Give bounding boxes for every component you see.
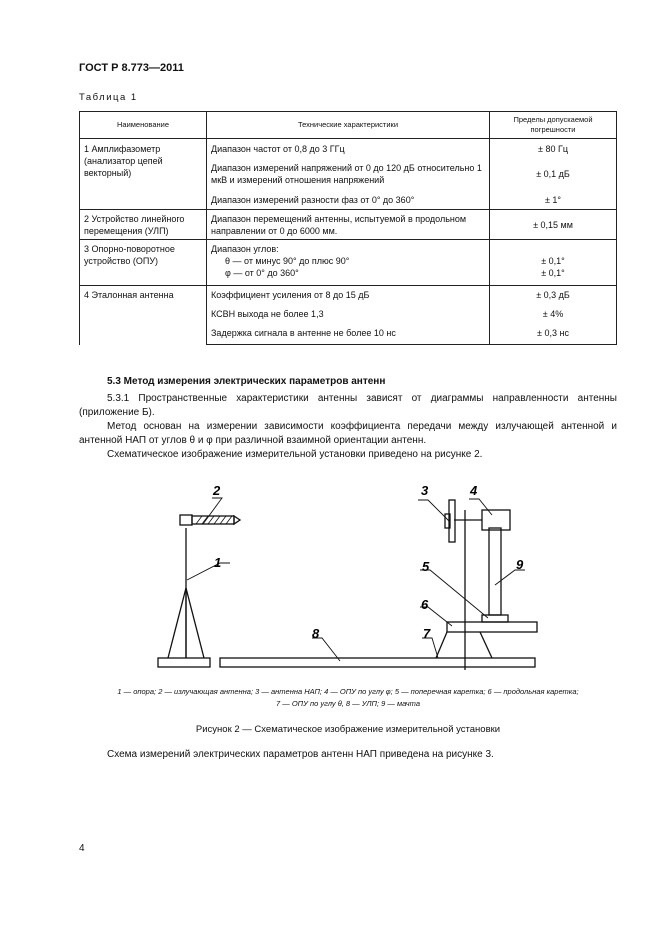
characteristic: КСВН выхода не более 1,3	[207, 303, 490, 322]
legend-line: 1 — опора; 2 — излучающая антенна; 3 — антенна НАП; 4 — ОПУ по углу φ; 5 — поперечная каретка; 6 — продольная каретка;	[117, 687, 579, 696]
characteristic: Задержка сигнала в антенне не более 10 нс	[207, 322, 490, 345]
tolerance-line: ± 0,1°	[541, 256, 565, 266]
header-characteristics: Технические характеристики	[207, 112, 490, 139]
figure-legend	[79, 686, 617, 710]
leader-1	[187, 563, 230, 580]
paragraph: Схематическое изображение измерительной установки приведено на рисунке 2.	[107, 449, 483, 460]
characteristic: Диапазон частот от 0,8 до 3 ГГц	[207, 139, 490, 158]
device-name: 3 Опорно-поворотное устройство (ОПУ)	[80, 240, 207, 286]
tolerance: ± 80 Гц	[490, 139, 617, 158]
longitudinal-carriage	[447, 622, 537, 632]
tolerance: ± 4%	[490, 303, 617, 322]
label-4: 4	[470, 483, 478, 498]
leader-2	[203, 498, 222, 524]
table-row	[80, 240, 617, 286]
tolerance: ± 1°	[490, 188, 617, 210]
tolerance: ± 0,3 дБ	[490, 286, 617, 304]
leader-5	[420, 570, 488, 618]
paragraph: Метод основан на измерении зависимости коэффициента передачи между излучающей антенной и антенной НАП от углов θ и φ при различной взаимной ориентации антенн.	[79, 421, 617, 446]
figure-caption: Рисунок 2 — Схематическое изображение измерительной установки	[195, 724, 501, 735]
label-9: 9	[516, 557, 524, 572]
header-tolerance: Пределы допускаемой погрешности	[490, 112, 617, 139]
closing-paragraph: Схема измерений электрических параметров антенн НАП приведена на рисунке 3.	[107, 749, 494, 760]
characteristic: Коэффициент усиления от 8 до 15 дБ	[207, 286, 490, 304]
characteristic-line: Диапазон углов:	[211, 244, 279, 254]
tolerance	[490, 240, 617, 286]
mast	[489, 528, 501, 615]
label-2: 2	[213, 483, 221, 498]
left-base-plate	[158, 658, 210, 667]
leader-7	[422, 638, 438, 658]
tolerance: ± 0,3 нс	[490, 322, 617, 345]
paragraph: 5.3.1 Пространственные характеристики антенны зависят от диаграммы направленности антенны (приложение Б).	[79, 393, 617, 418]
characteristic: Диапазон измерений напряжений от 0 до 120 дБ относительно 1 мкВ и измерений отношения напряжений	[207, 157, 490, 188]
tolerance: ± 0,1 дБ	[490, 157, 617, 188]
device-name: 2 Устройство линейного перемещения (УЛП)	[80, 210, 207, 240]
label-5: 5	[422, 559, 430, 574]
rotator-phi	[482, 510, 510, 530]
characteristic: Диапазон перемещений антенны, испытуемой в продольном направлении от 0 до 6000 мм.	[207, 210, 490, 240]
legend-line: 7 — ОПУ по углу θ, 8 — УЛП; 9 — мачта	[275, 699, 421, 708]
table-row	[80, 210, 617, 240]
document-header: ГОСТ Р 8.773—2011	[79, 62, 184, 74]
leader-4	[469, 499, 492, 515]
table-header-row	[80, 112, 617, 139]
device-name: 4 Эталонная антенна	[80, 286, 207, 345]
characteristic-line: φ — от 0° до 360°	[225, 268, 299, 278]
label-3: 3	[421, 483, 429, 498]
spec-table	[79, 111, 617, 345]
measurement-setup-figure	[0, 470, 661, 680]
tolerance-line: ± 0,1°	[541, 268, 565, 278]
characteristic-line: θ — от минус 90° до плюс 90°	[225, 256, 350, 266]
header-name: Наименование	[80, 112, 207, 139]
table-row	[80, 139, 617, 158]
radiating-antenna-mount	[180, 515, 192, 525]
section-title: 5.3 Метод измерения электрических параметров антенн	[107, 376, 386, 387]
device-name: 1 Амплифазометр (анализатор цепей векторный)	[80, 139, 207, 210]
label-8: 8	[312, 626, 320, 641]
characteristic: Диапазон измерений разности фаз от 0° до 360°	[207, 188, 490, 210]
characteristic	[207, 240, 490, 286]
label-7: 7	[423, 626, 431, 641]
leader-9	[495, 570, 525, 585]
table-row	[80, 286, 617, 304]
label-1: 1	[214, 555, 222, 570]
tolerance: ± 0,15 мм	[490, 210, 617, 240]
linear-rail	[220, 658, 535, 667]
table-caption: Таблица 1	[79, 92, 138, 103]
page-number: 4	[79, 843, 85, 854]
label-6: 6	[421, 597, 429, 612]
